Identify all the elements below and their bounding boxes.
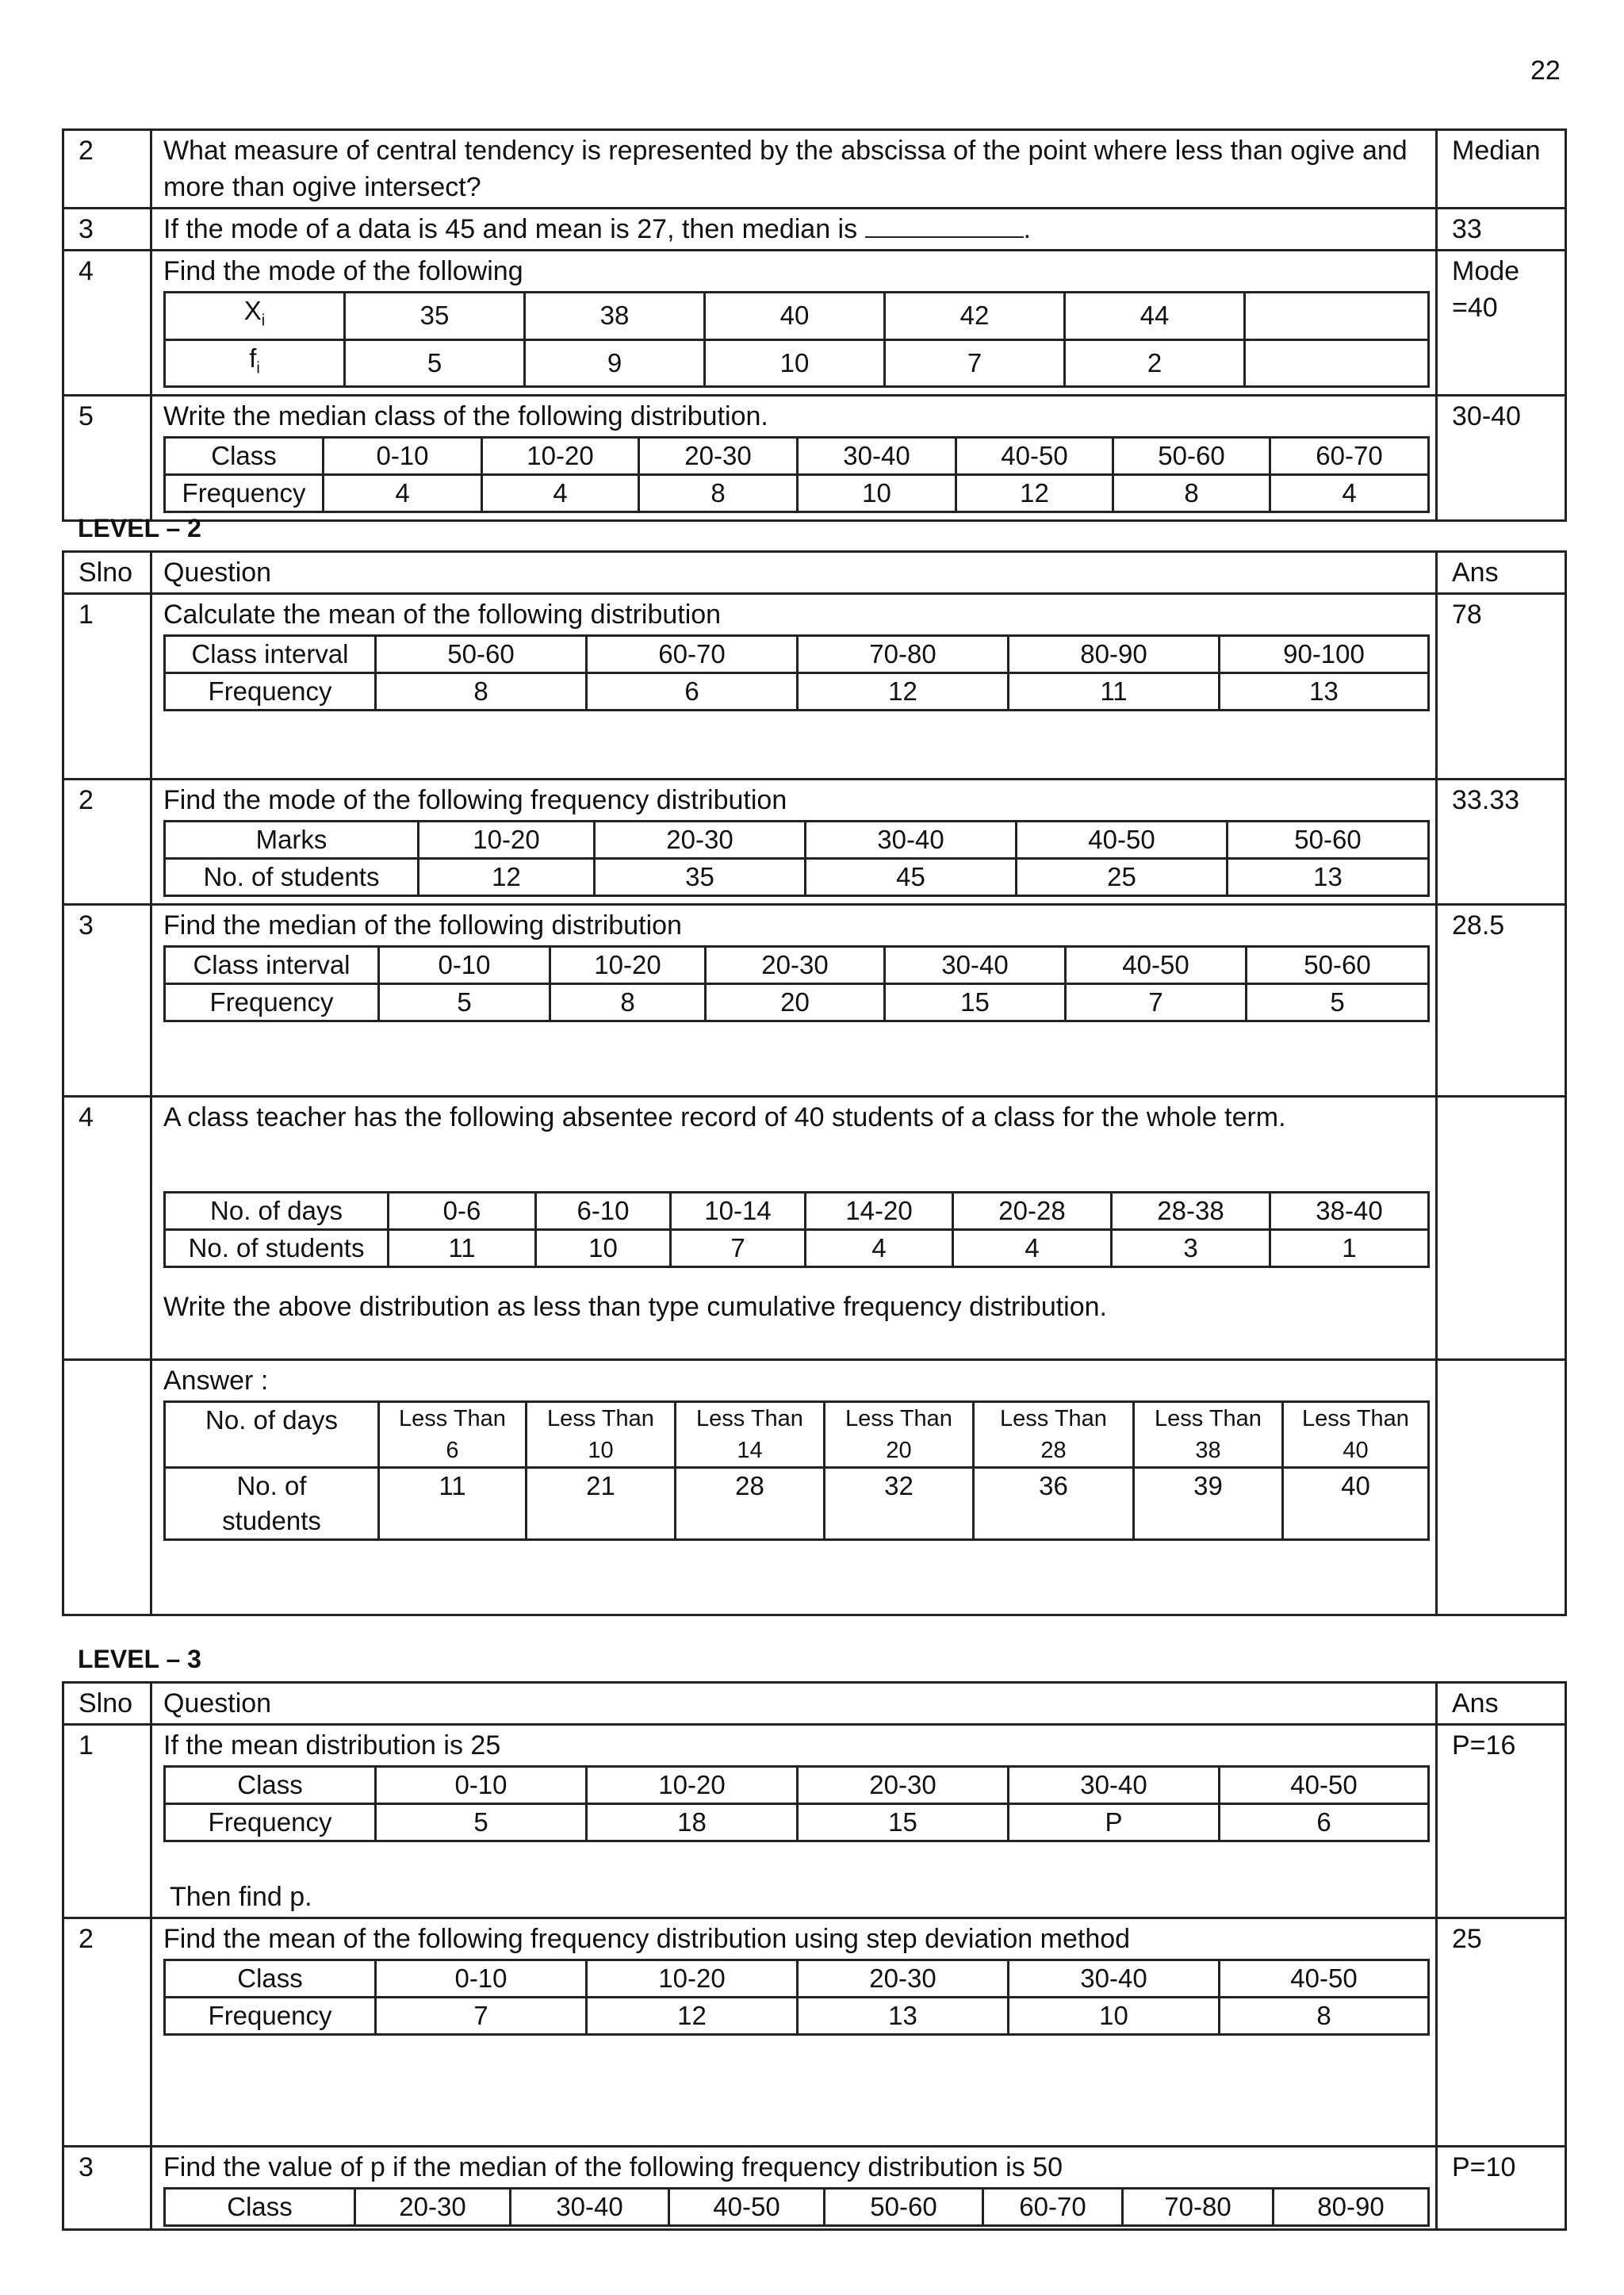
table-cell: 13 [798, 1998, 1009, 2035]
table-cell: 20-28 [953, 1193, 1112, 1230]
cell-line: 10 [588, 1438, 614, 1463]
table-cell [1283, 1402, 1429, 1468]
table-cell: 38 [525, 293, 705, 340]
table-cell: 50-60 [1113, 438, 1270, 475]
table-cell [676, 1402, 825, 1468]
table-row [165, 1998, 1429, 2035]
cell-line: 14 [737, 1438, 763, 1463]
table-cell: 2 [1065, 339, 1245, 387]
slno: 3 [63, 2147, 151, 2230]
slno: 1 [63, 594, 151, 780]
table-cell: 0-10 [379, 947, 550, 984]
header-row [63, 552, 1566, 594]
level-3-heading: LEVEL – 3 [78, 1645, 201, 1673]
table-row [165, 673, 1429, 711]
table-cell: 10-20 [419, 822, 595, 859]
cell-line: Less Than [1155, 1406, 1262, 1431]
table-cell: Frequency [165, 1804, 376, 1841]
table-cell: Class [165, 438, 324, 475]
table-cell: No. of days [165, 1402, 379, 1468]
slno: 2 [63, 780, 151, 905]
table-cell: $f_i$ [165, 339, 345, 387]
table-cell: 21 [527, 1468, 676, 1540]
table-cell: 20 [706, 984, 885, 1021]
table-cell: 60-70 [587, 636, 798, 673]
table-cell: 13 [1220, 673, 1429, 711]
table-row [165, 1402, 1429, 1468]
data-table [163, 820, 1430, 897]
table-cell: 20-30 [798, 1960, 1009, 1998]
question-row [63, 905, 1566, 1097]
level-2-table [62, 550, 1567, 1616]
answer: 78 [1437, 594, 1566, 780]
table-cell: 10-20 [587, 1960, 798, 1998]
table-cell: 50-60 [1228, 822, 1429, 859]
question-text: Calculate the mean of the following distribution [163, 600, 722, 630]
table-cell: 5 [1247, 984, 1429, 1021]
slno: 4 [63, 1097, 151, 1360]
table-cell: 44 [1065, 293, 1245, 340]
table-cell: 20-30 [798, 1767, 1009, 1804]
question-text: A class teacher has the following absentee record of 40 students of a class for the whole term. [163, 1102, 1286, 1132]
table-cell: 8 [1113, 475, 1270, 512]
table-cell: 15 [798, 1804, 1009, 1841]
slno: 1 [63, 1725, 151, 1918]
data-table [163, 436, 1430, 513]
table-cell: 10 [705, 339, 885, 387]
table-cell: 20-30 [595, 822, 806, 859]
table-cell: 30-40 [1009, 1960, 1220, 1998]
table-cell: 40 [1283, 1468, 1429, 1540]
table-cell: 0-10 [376, 1767, 587, 1804]
column-header-slno: Slno [63, 552, 151, 594]
table-cell: 90-100 [1220, 636, 1429, 673]
table-cell: 60-70 [1270, 438, 1429, 475]
data-table [163, 634, 1430, 711]
table-cell: P [1009, 1804, 1220, 1841]
cumulative-frequency-table [163, 1400, 1430, 1541]
question-row [63, 130, 1566, 209]
question-row [63, 594, 1566, 780]
question-row [63, 251, 1566, 396]
question-text: Find the median of the following distribution [163, 910, 682, 941]
table-cell: 28-38 [1112, 1193, 1270, 1230]
slno: 3 [63, 905, 151, 1097]
data-table [163, 1959, 1430, 2036]
cell-line: 6 [446, 1438, 459, 1463]
table-cell: 60-70 [983, 2189, 1123, 2226]
table-cell: 8 [639, 475, 798, 512]
cell-line: No. of [236, 1471, 307, 1500]
table-cell: 40-50 [669, 2189, 825, 2226]
question-text-part: If the mode of a data is 45 and mean is 27, then median is [163, 214, 858, 244]
question-cell [151, 905, 1437, 1097]
table-cell [379, 1402, 527, 1468]
data-table [163, 945, 1430, 1022]
table-cell: 12 [419, 859, 595, 896]
question-row [63, 1097, 1566, 1360]
table-row [165, 339, 1429, 387]
answer-row [63, 1360, 1566, 1615]
table-cell: 12 [956, 475, 1113, 512]
table-cell: 1 [1270, 1230, 1429, 1267]
table-cell: 8 [376, 673, 587, 711]
table-cell: 0-10 [324, 438, 482, 475]
question-cell [151, 396, 1437, 521]
table-row [165, 293, 1429, 340]
table-cell: 9 [525, 339, 705, 387]
table-cell: 4 [806, 1230, 953, 1267]
answer: 25 [1437, 1918, 1566, 2147]
question-text: Find the mode of the following frequency distribution [163, 785, 787, 815]
table-cell: Class interval [165, 947, 379, 984]
spacer [163, 1136, 1424, 1190]
table-cell: 30-40 [806, 822, 1017, 859]
cell-line: Less Than [399, 1406, 506, 1431]
table-cell: 18 [587, 1804, 798, 1841]
answer-label: Answer : [163, 1366, 269, 1396]
table-row [165, 1960, 1429, 1998]
answer-cell [151, 1360, 1437, 1615]
table-cell: Class interval [165, 636, 376, 673]
table-cell: 36 [974, 1468, 1134, 1540]
question-row [63, 209, 1566, 251]
question-row [63, 396, 1566, 521]
slno: 4 [63, 251, 151, 396]
table-cell: 8 [550, 984, 706, 1021]
table-cell: 35 [345, 293, 525, 340]
answer-line: Mode [1452, 256, 1520, 286]
table-cell: $X_i$ [165, 293, 345, 340]
table-cell: 0-6 [389, 1193, 536, 1230]
question-cell [151, 1097, 1437, 1360]
cell-line: 40 [1342, 1438, 1369, 1463]
table-row [165, 438, 1429, 475]
table-cell: 6 [1220, 1804, 1429, 1841]
question-text: Find the value of p if the median of the following frequency distribution is 50 [163, 2152, 1063, 2182]
table-cell: 30-40 [1009, 1767, 1220, 1804]
table-cell: 10 [1009, 1998, 1220, 2035]
table-cell: 10-20 [550, 947, 706, 984]
table-cell: 14-20 [806, 1193, 953, 1230]
table-cell: 80-90 [1009, 636, 1220, 673]
table-cell: 40-50 [1017, 822, 1228, 859]
table-row [165, 1230, 1429, 1267]
table-cell: Frequency [165, 1998, 376, 2035]
cell-line: Less Than [696, 1406, 803, 1431]
table-row [165, 859, 1429, 896]
table-cell: 13 [1228, 859, 1429, 896]
question-row [63, 780, 1566, 905]
table-cell [825, 1402, 974, 1468]
table-row [165, 1767, 1429, 1804]
question-text: Find the mean of the following frequency distribution using step deviation method [163, 1924, 1131, 1954]
table-cell: 8 [1220, 1998, 1429, 2035]
cell-line: 38 [1195, 1438, 1221, 1463]
question-row [63, 2147, 1566, 2230]
table-cell: 40-50 [1220, 1767, 1429, 1804]
table-cell: 20-30 [639, 438, 798, 475]
cell-line: Less Than [1000, 1406, 1107, 1431]
table-cell: 40-50 [1220, 1960, 1429, 1998]
table-cell: 50-60 [1247, 947, 1429, 984]
table-row [165, 1468, 1429, 1540]
table-cell [1245, 339, 1429, 387]
table-cell: 10 [798, 475, 956, 512]
answer: 30-40 [1437, 396, 1566, 521]
table-cell: 0-10 [376, 1960, 587, 1998]
answer: P=16 [1437, 1725, 1566, 1918]
answer: 33 [1437, 209, 1566, 251]
data-table [163, 291, 1430, 388]
table-cell [1134, 1402, 1283, 1468]
question-text-part: . [1023, 214, 1032, 244]
column-header-question: Question [151, 552, 1437, 594]
table-row [165, 1804, 1429, 1841]
data-table [163, 2187, 1430, 2227]
table-cell: 10-20 [482, 438, 639, 475]
column-header-ans: Ans [1437, 1683, 1566, 1725]
question-text: What measure of central tendency is represented by the abscissa of the point where less than ogive and more than ogive intersect? [151, 130, 1437, 209]
table-cell [165, 1468, 379, 1540]
table-cell: Class [165, 1960, 376, 1998]
table-cell: 30-40 [885, 947, 1066, 984]
question-text: If the mean distribution is 25 [163, 1730, 501, 1761]
answer [1437, 1097, 1566, 1360]
question-cell [151, 2147, 1437, 2230]
question-row [63, 1725, 1566, 1918]
table-cell: 40 [705, 293, 885, 340]
table-row [165, 984, 1429, 1021]
question-instruction: Then find p. [170, 1882, 312, 1912]
header-row [63, 1683, 1566, 1725]
question-cell [151, 1918, 1437, 2147]
table-cell: Frequency [165, 984, 379, 1021]
table-cell: 45 [806, 859, 1017, 896]
answer [1437, 1360, 1566, 1615]
table-cell: 39 [1134, 1468, 1283, 1540]
fill-blank [865, 213, 1024, 238]
question-cell [151, 1725, 1437, 1918]
table-cell: 40-50 [956, 438, 1113, 475]
table-cell: 12 [798, 673, 1009, 711]
answer: 33.33 [1437, 780, 1566, 905]
table-cell: 4 [953, 1230, 1112, 1267]
table-cell: 7 [671, 1230, 806, 1267]
column-header-slno: Slno [63, 1683, 151, 1725]
cell-line: 28 [1040, 1438, 1067, 1463]
question-text: Find the mode of the following [163, 256, 523, 286]
table-row [165, 1193, 1429, 1230]
slno: 3 [63, 209, 151, 251]
cell-line: students [222, 1506, 321, 1535]
question-cell [151, 594, 1437, 780]
table-cell: No. of students [165, 1230, 389, 1267]
table-row [165, 475, 1429, 512]
table-row [165, 636, 1429, 673]
table-cell: 30-40 [511, 2189, 669, 2226]
table-cell: 11 [379, 1468, 527, 1540]
table-cell: 10-20 [587, 1767, 798, 1804]
table-cell: 7 [885, 339, 1065, 387]
table-cell [1245, 293, 1429, 340]
cell-line: Less Than [1302, 1406, 1409, 1431]
table-cell: 70-80 [798, 636, 1009, 673]
spacer [163, 1273, 1424, 1289]
table-cell: 11 [389, 1230, 536, 1267]
top-question-table [62, 128, 1567, 522]
answer-line: =40 [1452, 293, 1498, 323]
slno [63, 1360, 151, 1615]
answer: 28.5 [1437, 905, 1566, 1097]
table-cell: 4 [482, 475, 639, 512]
table-cell: 3 [1112, 1230, 1270, 1267]
table-row [165, 822, 1429, 859]
table-cell: No. of days [165, 1193, 389, 1230]
cell-line: 20 [886, 1438, 912, 1463]
table-cell: 15 [885, 984, 1066, 1021]
table-cell: 10-14 [671, 1193, 806, 1230]
question-cell [151, 251, 1437, 396]
column-header-ans: Ans [1437, 552, 1566, 594]
table-row [165, 2189, 1429, 2226]
table-cell: 50-60 [376, 636, 587, 673]
answer: P=10 [1437, 2147, 1566, 2230]
table-cell: 42 [885, 293, 1065, 340]
cell-line: Less Than [547, 1406, 654, 1431]
table-cell: 6 [587, 673, 798, 711]
table-cell: Class [165, 1767, 376, 1804]
table-cell: 38-40 [1270, 1193, 1429, 1230]
table-cell: 30-40 [798, 438, 956, 475]
slno: 2 [63, 1918, 151, 2147]
data-table [163, 1765, 1430, 1842]
slno: 5 [63, 396, 151, 521]
answer: Median [1437, 130, 1566, 209]
table-cell: 25 [1017, 859, 1228, 896]
answer [1437, 251, 1566, 396]
table-cell [974, 1402, 1134, 1468]
cell-line: Less Than [845, 1406, 952, 1431]
table-cell: 32 [825, 1468, 974, 1540]
page-number: 22 [1530, 56, 1561, 86]
table-cell: 5 [345, 339, 525, 387]
table-cell: Frequency [165, 475, 324, 512]
table-cell: 5 [379, 984, 550, 1021]
question-text: Write the median class of the following distribution. [163, 401, 768, 432]
table-cell: Frequency [165, 673, 376, 711]
question-text [151, 209, 1437, 251]
column-header-question: Question [151, 1683, 1437, 1725]
table-cell: No. of students [165, 859, 419, 896]
level-3-table [62, 1681, 1567, 2231]
table-cell: 5 [376, 1804, 587, 1841]
table-cell: 12 [587, 1998, 798, 2035]
table-cell: 4 [1270, 475, 1429, 512]
question-row [63, 1918, 1566, 2147]
table-cell: 7 [1066, 984, 1247, 1021]
table-cell: 20-30 [706, 947, 885, 984]
spacer [163, 1847, 1424, 1879]
table-cell: 70-80 [1123, 2189, 1274, 2226]
level-2-heading: LEVEL – 2 [78, 514, 201, 542]
table-cell: 10 [536, 1230, 671, 1267]
table-cell: 40-50 [1066, 947, 1247, 984]
table-cell [527, 1402, 676, 1468]
table-cell: 28 [676, 1468, 825, 1540]
slno: 2 [63, 130, 151, 209]
table-row [165, 947, 1429, 984]
table-cell: 20-30 [355, 2189, 511, 2226]
question-instruction: Write the above distribution as less than type cumulative frequency distribution. [163, 1292, 1107, 1322]
table-cell: 80-90 [1274, 2189, 1429, 2226]
table-cell: 11 [1009, 673, 1220, 711]
table-cell: 50-60 [825, 2189, 983, 2226]
table-cell: 7 [376, 1998, 587, 2035]
table-cell: 35 [595, 859, 806, 896]
table-cell: 4 [324, 475, 482, 512]
question-cell [151, 780, 1437, 905]
table-cell: 6-10 [536, 1193, 671, 1230]
data-table [163, 1191, 1430, 1268]
table-cell: Marks [165, 822, 419, 859]
table-cell: Class [165, 2189, 355, 2226]
